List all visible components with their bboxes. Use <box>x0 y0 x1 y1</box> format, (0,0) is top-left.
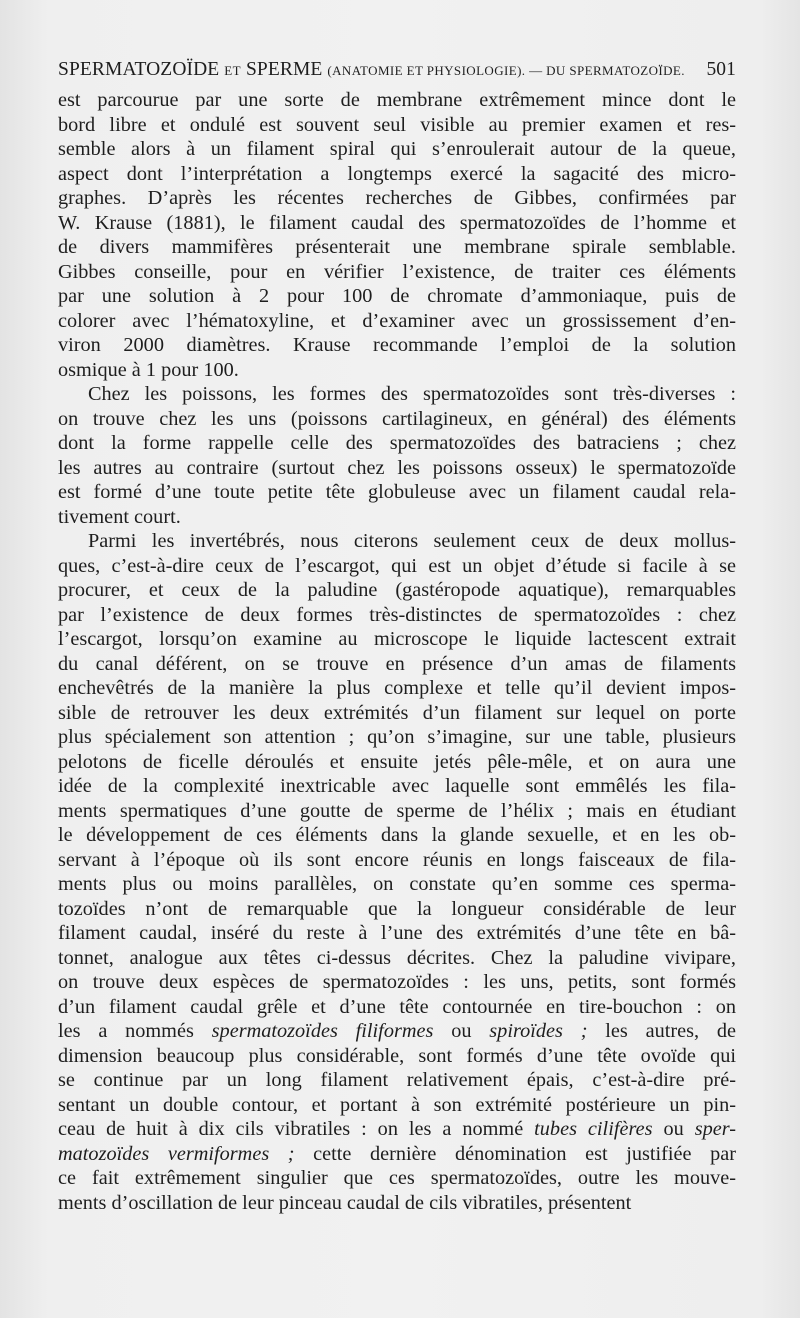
text-line: filament caudal, inséré du reste à l’une des extrémités d’une tête en bâ- <box>58 922 736 944</box>
text-line: colorer avec l’hématoxyline, et d’examiner avec un grossissement d’en- <box>58 309 736 332</box>
header-et: ET <box>224 63 241 78</box>
text-line: ce fait extrêmement singulier que ces spermatozoïdes, outre les mouve- <box>58 1167 736 1189</box>
header-title: SPERMATOZOÏDE <box>58 59 220 80</box>
text-run: ceau de huit à dix cils vibratiles : on les a nommé <box>58 1118 535 1140</box>
text-line: sible de retrouver les deux extrémités d’un filament sur lequel on porte <box>58 701 736 724</box>
text-line: aspect dont l’interprétation a longtemps exercé la sagacité des micro- <box>58 162 736 185</box>
text-line: on trouve chez les uns (poissons cartilagineux, en général) des éléments <box>58 407 736 430</box>
text-line: graphes. D’après les récentes recherches de Gibbes, confirmées par <box>58 187 736 209</box>
text-line: Parmi les invertébrés, nous citerons seulement ceux de deux mollus- <box>88 530 736 552</box>
text-line: Chez les poissons, les formes des spermatozoïdes sont très-diverses : <box>88 383 736 405</box>
text-line: d’un filament caudal grêle et d’une tête contournée en tire-bouchon : on <box>58 995 736 1018</box>
text-line <box>58 1117 736 1142</box>
text-line: dont la forme rappelle celle des spermatozoïdes des batraciens ; chez <box>58 432 736 454</box>
italic-term: tubes cilifères <box>534 1118 653 1140</box>
text-run: ou <box>433 1020 490 1042</box>
text-line: les autres au contraire (surtout chez les poissons osseux) le spermatozoïde <box>58 456 736 479</box>
text-line: viron 2000 diamètres. Krause recommande l’emploi de la solution <box>58 334 736 356</box>
text-line: est formé d’une toute petite tête globuleuse avec un filament caudal rela- <box>58 481 736 503</box>
text-line: l’escargot, lorsqu’on examine au microscope le liquide lactescent extrait <box>58 628 736 650</box>
text-line: plus spécialement son attention ; qu’on s’imagine, sur une table, plusieurs <box>58 726 736 748</box>
header-subtitle: (ANATOMIE ET PHYSIOLOGIE). — DU SPERMATOZOÏDE. <box>327 63 685 78</box>
text-line: procurer, et ceux de la paludine (gastéropode aquatique), remarquables <box>58 579 736 601</box>
text-line: de divers mammifères présenterait une membrane spirale semblable. <box>58 236 736 258</box>
text-line: bord libre et ondulé est souvent seul visible au premier examen et res- <box>58 113 736 136</box>
text-line: idée de la complexité inextricable avec laquelle sont emmêlés les fila- <box>58 775 736 797</box>
text-run: les autres, de <box>587 1020 737 1042</box>
text-line: du canal déférent, on se trouve en présence d’un amas de filaments <box>58 652 736 675</box>
text-line: semble alors à un filament spiral qui s’enroulerait autour de la queue, <box>58 138 736 160</box>
header-sperme: SPERME <box>245 59 323 80</box>
italic-term: sper- <box>694 1118 736 1140</box>
running-header <box>58 57 736 84</box>
text-line: servant à l’époque où ils sont encore réunis en longs faisceaux de fila- <box>58 848 736 871</box>
text-line: par une solution à 2 pour 100 de chromate d’ammoniaque, puis de <box>58 285 736 307</box>
text-line: enchevêtrés de la manière la plus complexe et telle qu’il devient impos- <box>58 677 736 699</box>
text-line: se continue par un long filament relativement épais, c’est-à-dire pré- <box>58 1069 736 1091</box>
page-number: 501 <box>706 59 736 80</box>
text-run: les a nommés <box>58 1020 212 1042</box>
text-line <box>58 1142 736 1167</box>
text-line: par l’existence de deux formes très-distinctes de spermatozoïdes : chez <box>58 603 736 626</box>
text-line: Gibbes conseille, pour en vérifier l’existence, de traiter ces éléments <box>58 260 736 283</box>
text-line: W. Krause (1881), le filament caudal des spermatozoïdes de l’homme et <box>58 211 736 234</box>
text-line: ments spermatiques d’une goutte de sperme de l’hélix ; mais en étudiant <box>58 799 736 822</box>
text-line: tivement court. <box>58 505 181 528</box>
text-line: pelotons de ficelle déroulés et ensuite jetés pêle-mêle, et on aura une <box>58 750 736 773</box>
text-run: ou <box>652 1118 695 1140</box>
italic-term: spermatozoïdes filiformes <box>211 1020 434 1042</box>
italic-term: spiroïdes ; <box>489 1020 588 1042</box>
text-line: sentant un double contour, et portant à son extrémité postérieure un pin- <box>58 1093 736 1116</box>
text-line: tozoïdes n’ont de remarquable que la longueur considérable de leur <box>58 897 736 920</box>
text-line <box>58 1019 736 1044</box>
text-line: on trouve deux espèces de spermatozoïdes : les uns, petits, sont formés <box>58 971 736 993</box>
text-line: tonnet, analogue aux têtes ci-dessus décrites. Chez la paludine vivipare, <box>58 946 736 969</box>
text-line: ques, c’est-à-dire ceux de l’escargot, qui est un objet d’étude si facile à se <box>58 554 736 577</box>
text-line: dimension beaucoup plus considérable, sont formés d’une tête ovoïde qui <box>58 1044 736 1067</box>
text-line: ments plus ou moins parallèles, on constate qu’en somme ces sperma- <box>58 873 736 895</box>
body-text <box>58 88 736 1215</box>
text-line: le développement de ces éléments dans la glande sexuelle, et en les ob- <box>58 824 736 846</box>
text-line: osmique à 1 pour 100. <box>58 358 239 381</box>
italic-term: matozoïdes vermiformes ; <box>58 1142 295 1165</box>
text-line: est parcourue par une sorte de membrane extrêmement mince dont le <box>58 89 736 111</box>
text-run: cette dernière dénomination est justifiée par <box>294 1142 736 1165</box>
text-line: ments d’oscillation de leur pinceau caudal de cils vibratiles, présentent <box>58 1191 632 1214</box>
